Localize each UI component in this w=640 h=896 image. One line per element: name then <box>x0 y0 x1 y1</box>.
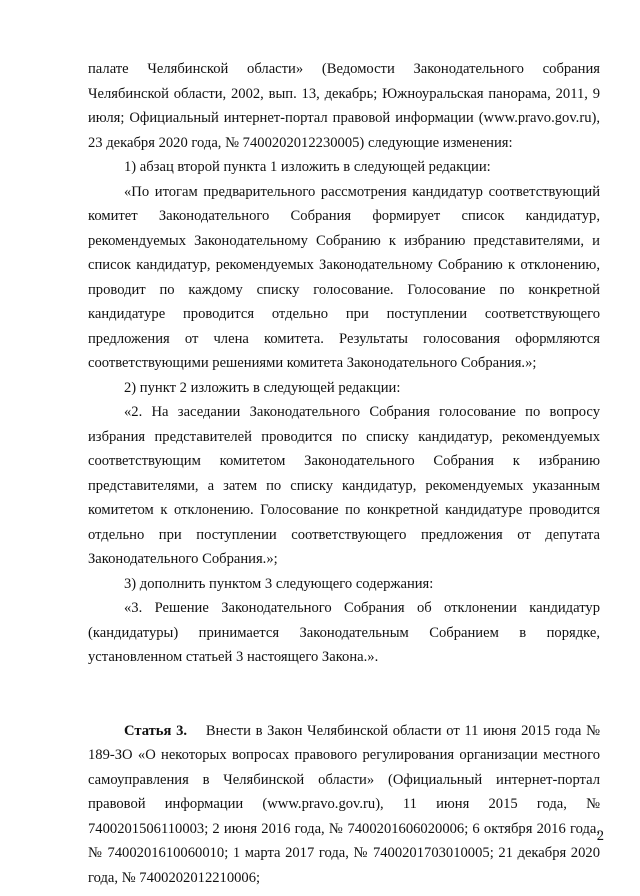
paragraph-quote-1: «По итогам предварительного рассмотрения кандидатур соответствующий комитет Законодательного Собрания формирует список кандидатур, рекомендуемых Законодательному Собранию к избранию представителями, и список кандидатур, рекомендуемых Законодательному Собранию к отклонению, проводит по каждому списку голосование. Голосование по конкретной кандидатуре проводится отдельно при поступлении соответствующего предложения от члена комитета. Результаты голосования оформляются соответствующими решениями комитета Законодательного Собрания.»; <box>88 183 600 371</box>
paragraph-quote-2: «2. На заседании Законодательного Собрания голосование по вопросу избрания представителей проводится по списку кандидатур, рекомендуемых соответствующим комитетом Законодательного Собрания к избранию представителями, а затем по списку кандидатур, рекомендуемых указанным комитетом к отклонению. Голосование по конкретной кандидатуре проводится отдельно при поступлении соответствующего предложения от депутата Законодательного Собрания.»; <box>88 404 600 567</box>
paragraph-quote-3: «3. Решение Законодательного Собрания об отклонении кандидатур (кандидатуры) принимается Законодательным Собранием в порядке, установленном статьей 3 настоящего Закона.». <box>88 600 600 665</box>
page-number: 2 <box>596 828 604 844</box>
document-page <box>88 57 600 890</box>
paragraph-item-1: 1) абзац второй пункта 1 изложить в следующей редакции: <box>124 159 491 175</box>
paragraph-item-3: 3) дополнить пунктом 3 следующего содержания: <box>124 575 434 592</box>
section-gap <box>88 670 600 719</box>
article-heading: Статья 3. <box>124 722 188 739</box>
paragraph-item-2: 2) пункт 2 изложить в следующей редакции: <box>124 379 401 396</box>
article-3-paragraph <box>88 719 600 891</box>
article-text: Внести в Закон Челябинской области от 11 июня 2015 года № 189-ЗО «О некоторых вопросах правового регулирования организации местного самоуправления в Челябинской области» (Официальный интернет-портал правовой информации (www.pravo.gov.ru), 11 июня 2015 года, № 7400201506110003; 2 июня 2016 года, № 7400201606020006; 6 октября 2016 года, № 7400201610060010; 1 марта 2017 года, № 7400201703010005; 21 декабря 2020 года, № 7400202012210006; <box>88 722 601 886</box>
paragraph-intro-continuation: палате Челябинской области» (Ведомости Законодательного собрания Челябинской области, 2002, вып. 13, декабрь; Южноуральская панорама, 2011, 9 июля; Официальный интернет-портал правовой информации (www.pravo.gov.ru), 23 декабря 2020 года, № 7400202012230005) следующие изменения: <box>88 61 600 151</box>
